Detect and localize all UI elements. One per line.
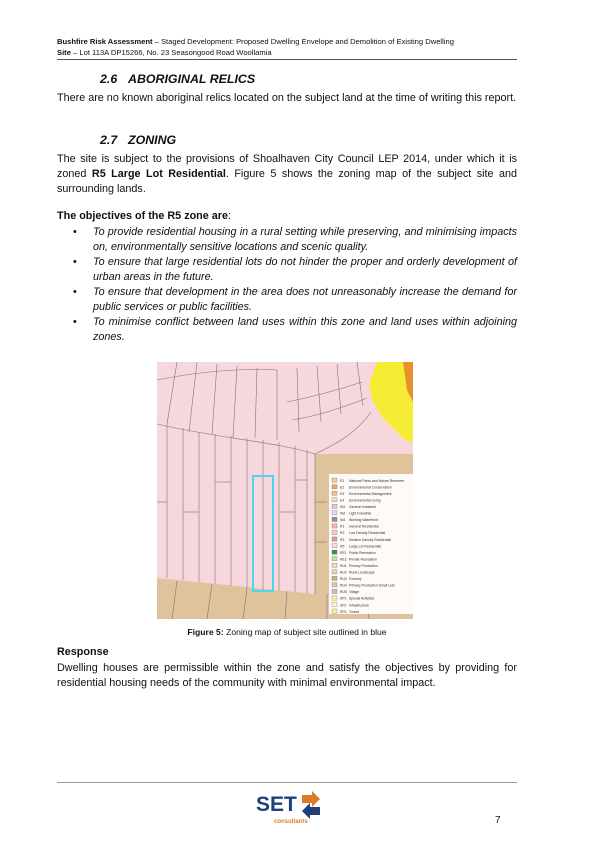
legend-code: R5 (340, 544, 345, 549)
header-line-2: Site – Lot 113A DP15266, No. 23 Seasongood Road Woollamia (57, 47, 272, 57)
legend-code: E4 (340, 498, 345, 503)
legend-label: Primary Production Small Lots (349, 583, 395, 588)
page-header (57, 37, 517, 58)
page-number: 7 (495, 815, 501, 826)
legend-label: Infrastructure (349, 603, 369, 608)
legend-swatch (332, 524, 337, 528)
legend-code: RU5 (340, 590, 347, 595)
legend-code: RU2 (340, 570, 347, 575)
legend-swatch (332, 537, 337, 541)
header-line-1: Bushfire Risk Assessment – Staged Development: Proposed Dwelling Envelope and Demolition of Existing Dwelling (57, 37, 454, 46)
legend-label: Rural Landscape (349, 570, 375, 575)
legend-code: IN4 (340, 518, 346, 523)
legend-code: RE1 (340, 550, 347, 555)
response-text: Dwelling houses are permissible within the zone and satisfy the objectives by providing for residential housing needs of the community with minimal environmental impact. (57, 662, 517, 689)
list-item: • To ensure that large residential lots do not hinder the proper and orderly development of urban areas in the future. (73, 256, 517, 283)
legend-label: Light Industrial (349, 511, 372, 516)
logo-wordmark: SET (256, 793, 297, 816)
legend-swatch (332, 511, 337, 515)
legend-label: Public Recreation (349, 550, 376, 555)
legend-label: Private Recreation (349, 557, 377, 562)
legend-code: IN2 (340, 511, 346, 516)
legend-code: R3 (340, 537, 345, 542)
legend-swatch (332, 570, 337, 574)
legend-label: General Industrial (349, 505, 376, 509)
bullet-icon: • (73, 316, 77, 328)
logo-arrows-icon (302, 791, 320, 819)
bullet-icon: • (73, 256, 77, 268)
legend-swatch (332, 589, 337, 593)
legend-swatch (332, 504, 337, 508)
legend-label: Low Density Residential (349, 531, 386, 536)
legend-code: R2 (340, 531, 345, 536)
legend-label: Environmental Living (349, 498, 381, 503)
aboriginal-relics-text: There are no known aboriginal relics located on the subject land at the time of writing this report. (57, 92, 517, 104)
legend-label: General Residential (349, 524, 379, 529)
legend-swatch (332, 576, 337, 580)
legend-swatch (332, 478, 337, 482)
list-item: • To ensure that development in the area does not unreasonably increase the demand for public services or public facilities. (73, 286, 517, 313)
list-item: • To provide residential housing in a rural setting while preserving, and minimising impacts on, environmentally sensitive locations and scenic quality. (73, 226, 517, 253)
legend-code: RU1 (340, 563, 347, 568)
legend-label: Special Activities (349, 596, 375, 601)
list-item: • To minimise conflict between land uses within this zone and land uses within adjoining zones. (73, 316, 517, 343)
legend-swatch (332, 498, 337, 502)
legend-swatch (332, 596, 337, 600)
legend-label: Forestry (349, 577, 362, 582)
legend-swatch (332, 583, 337, 587)
zoning-map (157, 362, 413, 619)
legend-label: Village (349, 590, 360, 595)
legend-label: Working Waterfront (349, 518, 379, 523)
legend-swatch (332, 491, 337, 495)
legend-code: R1 (340, 524, 345, 529)
legend-code: RU4 (340, 583, 347, 588)
legend-swatch (332, 485, 337, 489)
legend-code: RU3 (340, 577, 347, 582)
section-heading-zoning: 2.7 ZONING (100, 133, 177, 147)
legend-label: Large Lot Residential (349, 544, 382, 549)
response-heading: Response (57, 646, 109, 658)
figure-caption: Figure 5: Zoning map of subject site outlined in blue (187, 627, 387, 637)
legend-code: IN1 (340, 505, 346, 509)
objectives-heading: The objectives of the R5 zone are: (57, 210, 231, 222)
bullet-icon: • (73, 286, 77, 298)
legend-label: Medium Density Residential (349, 537, 392, 542)
header-divider (57, 59, 517, 60)
legend-swatch (332, 557, 337, 561)
legend-swatch (332, 530, 337, 534)
zoning-text: The site is subject to the provisions of Shoalhaven City Council LEP 2014, under which it is zoned R5 Large Lot Residential. Figure 5 shows the zoning map of the subject site and surrounding lands. (57, 153, 518, 195)
legend-code: RE2 (340, 557, 347, 562)
legend-label: Tourist (349, 609, 359, 614)
section-heading-aboriginal-relics: 2.6 ABORIGINAL RELICS (100, 72, 256, 86)
legend-swatch (332, 517, 337, 521)
legend-swatch (332, 544, 337, 548)
legend-code: SP2 (340, 603, 347, 608)
footer-divider (57, 782, 517, 783)
legend-label: Environmental Management (349, 491, 392, 496)
legend-code: E3 (340, 491, 345, 496)
legend-swatch (332, 550, 337, 554)
legend-swatch (332, 609, 337, 613)
legend-swatch (332, 602, 337, 606)
legend-code: SP1 (340, 596, 347, 601)
legend-label: National Parks and Nature Reserves (349, 478, 405, 483)
set-consultants-logo (254, 789, 324, 825)
legend-label: Primary Production (349, 563, 378, 568)
legend-swatch (332, 563, 337, 567)
legend-label: Environmental Conservation (349, 485, 392, 490)
legend-code: E2 (340, 485, 345, 490)
objectives-list (57, 225, 517, 345)
logo-subtext: consultants (274, 819, 308, 825)
legend-code: E1 (340, 478, 345, 483)
bullet-icon: • (73, 226, 77, 238)
legend-code: SP3 (340, 609, 347, 614)
